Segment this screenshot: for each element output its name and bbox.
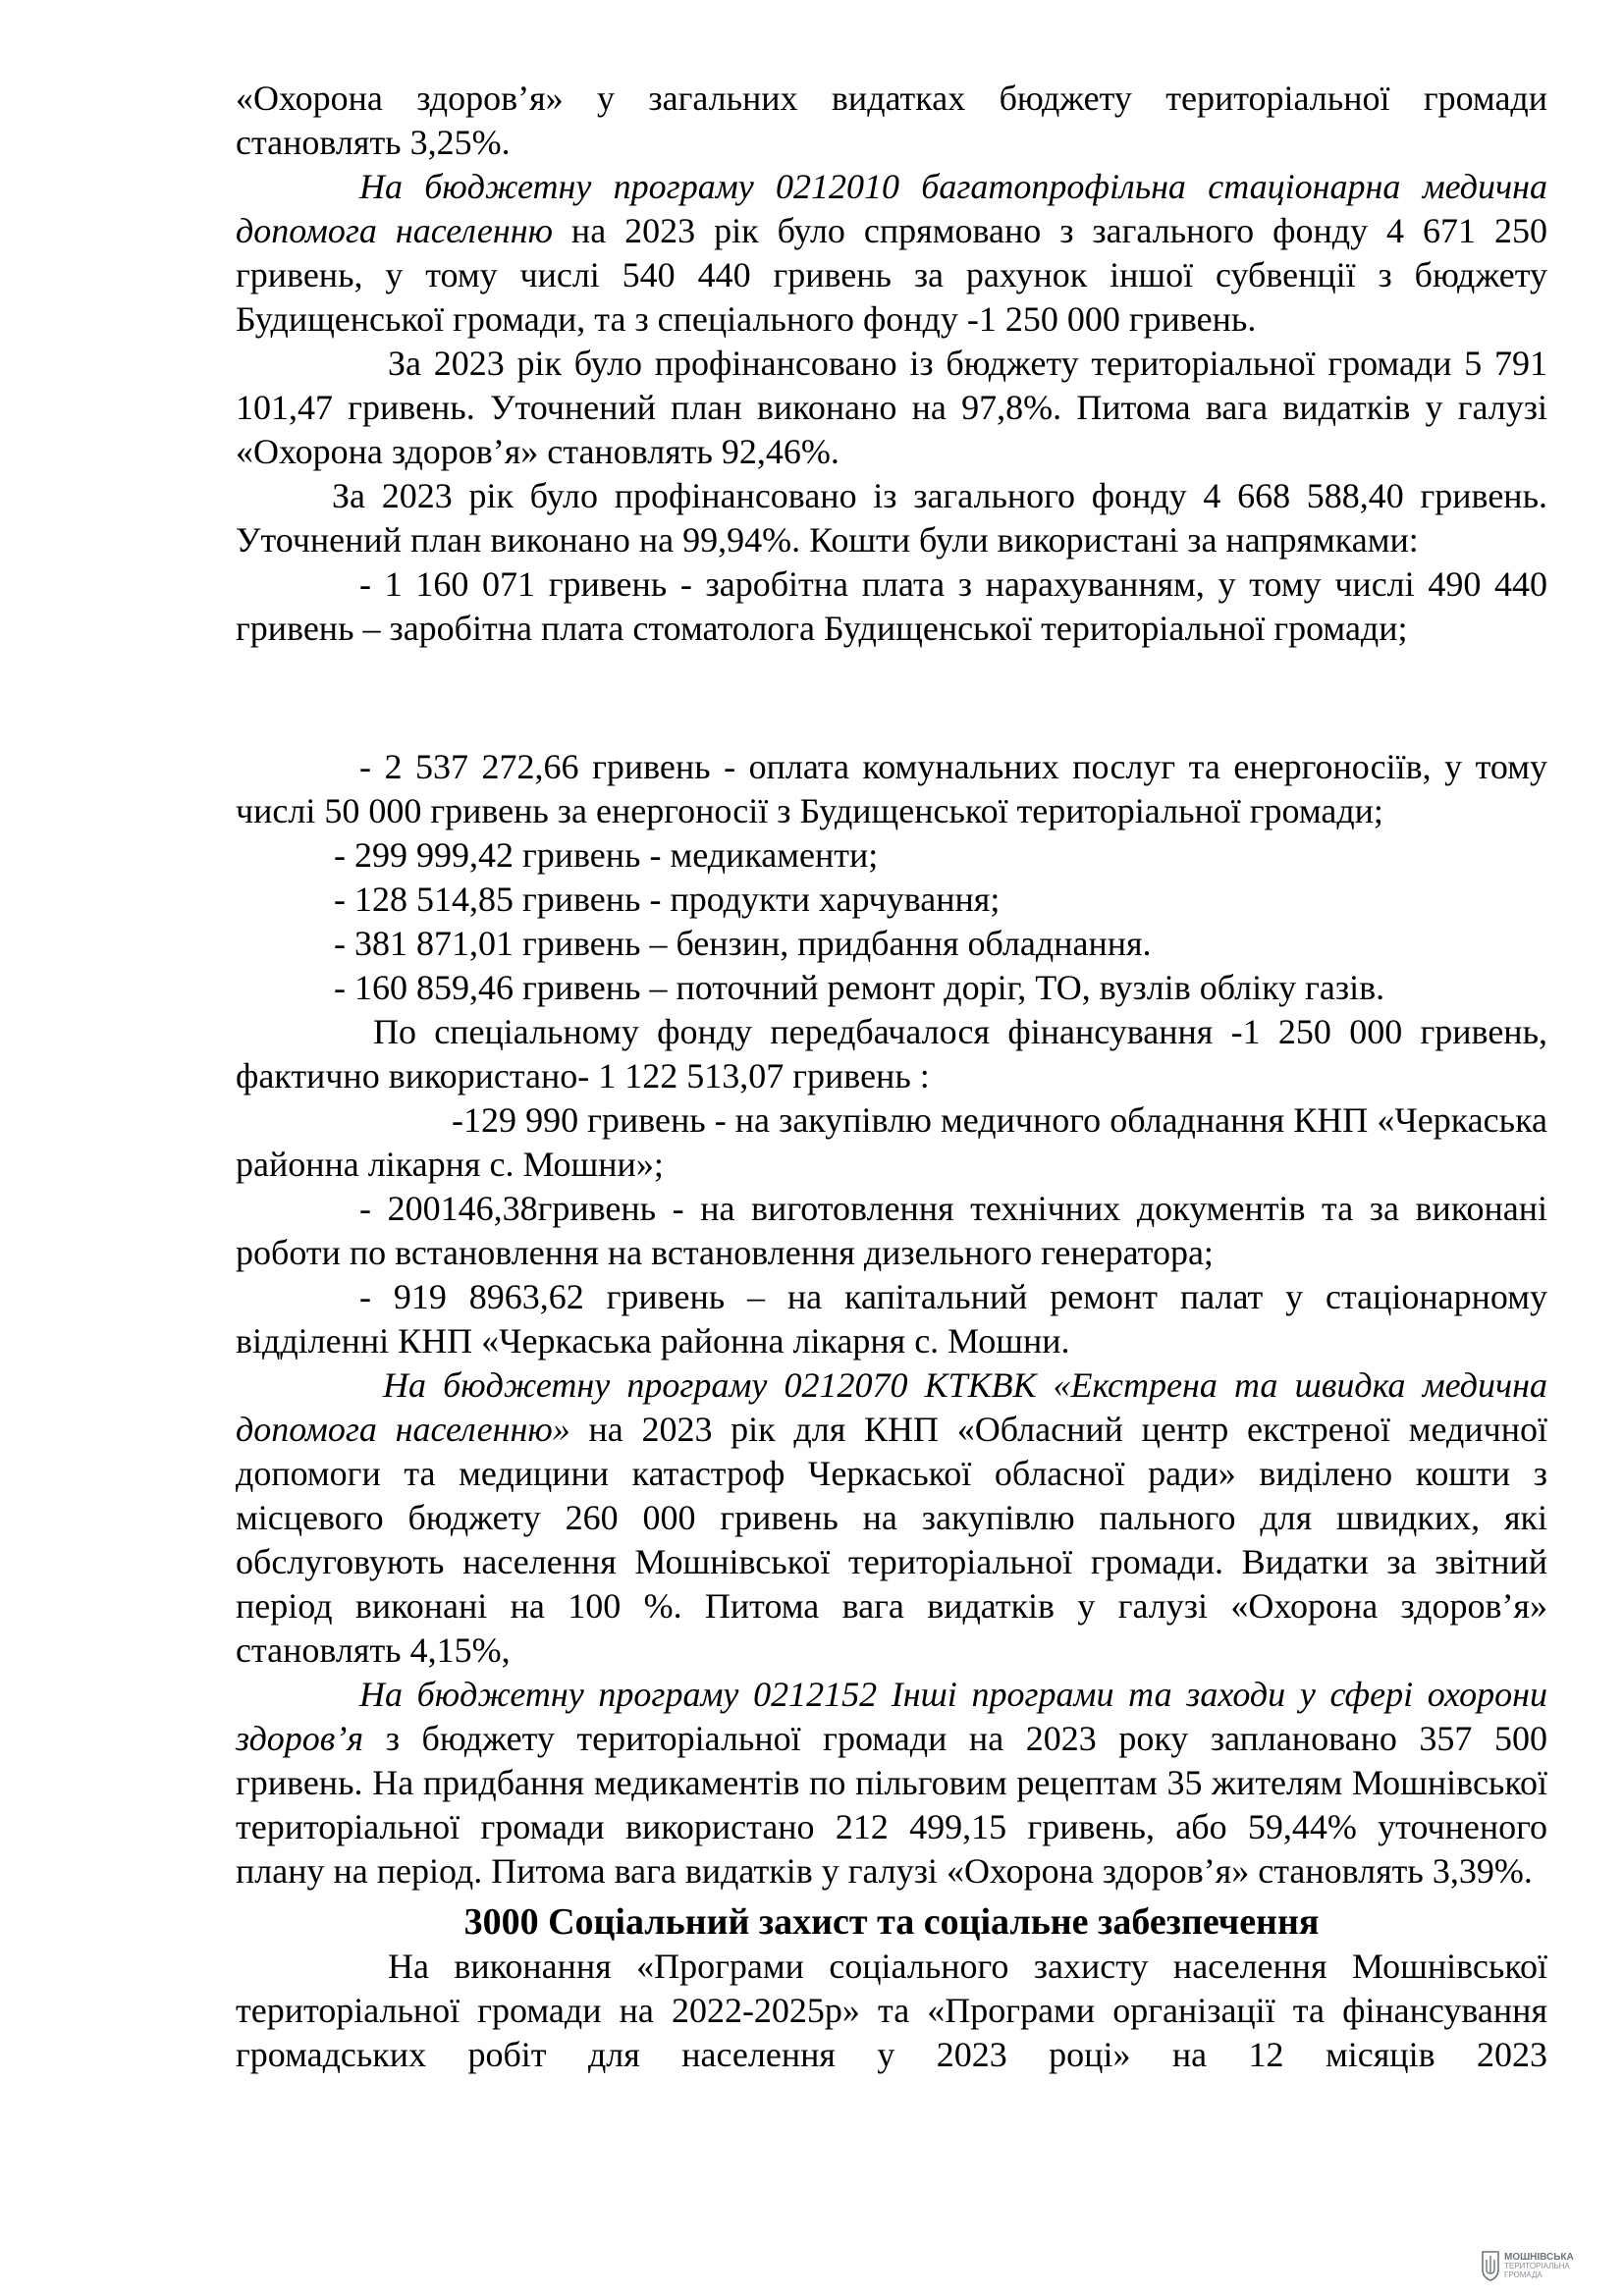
paragraph-repair: - 919 8963,62 гривень – на капітальний ремонт палат у стаціонарному відділенні КНП «Черкаська районна лікарня с. Мошни. <box>236 1277 1547 1361</box>
paragraph-salary: - 1 160 071 гривень - заробітна плата з нарахуванням, у тому числі 490 440 гривень – заробітна плата стоматолога Будищенської територіальної громади; <box>236 564 1547 648</box>
list-item: - 128 514,85 гривень - продукти харчування; <box>334 880 1001 919</box>
paragraph-social-programs: На виконання «Програми соціального захисту населення Мошнівської територіальної громади на 2022-2025р» та «Програми організації та фінансування громадських робіт для населення у 2023 році» на 12 місяців 2023 <box>236 1947 1547 2074</box>
paragraph-equipment: -129 990 гривень - на закупівлю медичного обладнання КНП «Черкаська районна лікарня с. Мошни»; <box>236 1100 1547 1184</box>
logo-text <box>1504 2253 1574 2279</box>
coat-of-arms-icon <box>1481 2250 1500 2281</box>
program-title: На бюджетну програму 0212152 Інші програми та заходи у сфері охорони здоров’я <box>236 1675 1547 1758</box>
paragraph-program-0212070 <box>236 1363 1547 1673</box>
paragraph-utilities: - 2 537 272,66 гривень - оплата комунальних послуг та енергоносіїв, у тому числі 50 000 гривень за енергоносії з Будищенської територіальної громади; <box>236 747 1547 830</box>
blank-gap <box>236 651 1547 745</box>
logo-line: МОШНІВСЬКА <box>1504 2251 1574 2263</box>
paragraph-financed-total: За 2023 рік було профінансовано із бюджету територіальної громади 5 791 101,47 гривень. Уточнений план виконано на 97,8%. Питома вага видатків у галузі «Охорона здоров’я» становлять 92,46%. <box>236 344 1547 471</box>
program-title: На бюджетну програму 0212070 КТКВК «Екстрена та швидка медична допомога населенню» <box>236 1365 1547 1449</box>
paragraph-program-0212010 <box>236 165 1547 342</box>
program-title: На бюджетну програму 0212010 багатопрофільна стаціонарна медична допомога населенню <box>236 167 1547 250</box>
list-item: - 299 999,42 гривень - медикаменти; <box>334 835 879 875</box>
paragraph-special-fund: По спеціальному фонду передбачалося фінансування -1 250 000 гривень, фактично використано- 1 122 513,07 гривень : <box>236 1012 1547 1095</box>
program-text: на 2023 рік було спрямовано з загального фонду 4 671 250 гривень, у тому числі 540 440 гривень за рахунок іншої субвенції з бюджету Будищенської громади, та з спеціального фонду -1 250 000 гривень. <box>236 211 1547 339</box>
community-logo <box>1481 2248 1598 2283</box>
expense-list <box>236 833 1547 1010</box>
list-item: - 160 859,46 гривень – поточний ремонт доріг, ТО, вузлів обліку газів. <box>334 968 1385 1007</box>
paragraph-generator: - 200146,38гривень - на виготовлення технічних документів та за виконані роботи по встановлення на встановлення дизельного генератора; <box>236 1189 1547 1272</box>
paragraph-program-0212152 <box>236 1673 1547 1894</box>
logo-line: ТЕРИТОРІАЛЬНА <box>1504 2261 1570 2270</box>
list-item: - 381 871,01 гривень – бензин, придбання обладнання. <box>334 924 1152 963</box>
paragraph-general-fund: За 2023 рік було профінансовано із загального фонду 4 668 588,40 гривень. Уточнений план виконано на 99,94%. Кошти були використані за напрямками: <box>236 476 1547 560</box>
section-heading: 3000 Соціальний захист та соціальне забезпечення <box>463 1901 1320 1943</box>
program-text: на 2023 рік для КНП «Обласний центр екстреної медичної допомоги та медицини катастроф Черкаської обласної ради» виділено кошти з місцевого бюджету 260 000 гривень на закупівлю пального для швидких, які обслуговують населення Мошнівської територіальної громади. Видатки за звітний період виконані на 100 %. Питома вага видатків у галузі «Охорона здоров’я» становлять 4,15%, <box>236 1410 1547 1670</box>
document-page <box>236 77 1547 2077</box>
paragraph-intro: «Охорона здоров’я» у загальних видатках бюджету територіальної громади становлять 3,25%. <box>236 79 1547 162</box>
logo-line: ГРОМАДА <box>1504 2269 1543 2279</box>
program-text: з бюджету територіальної громади на 2023 року заплановано 357 500 гривень. На придбання медикаментів по пільговим рецептам 35 жителям Мошнівської територіальної громади використано 212 499,15 гривень, або 59,44% уточненого плану на період. Питома вага видатків у галузі «Охорона здоров’я» становлять 3,39%. <box>236 1719 1547 1891</box>
